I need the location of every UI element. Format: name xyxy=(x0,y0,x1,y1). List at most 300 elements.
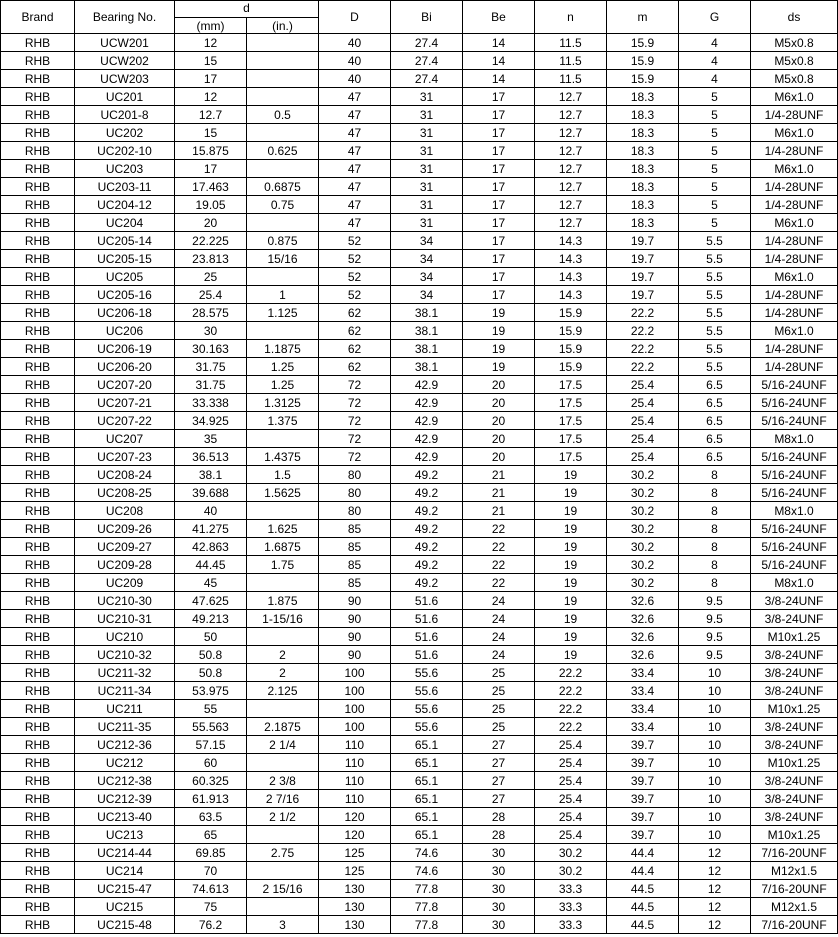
cell-Bi: 55.6 xyxy=(391,664,463,682)
cell-G: 9.5 xyxy=(679,646,751,664)
cell-n: 12.7 xyxy=(535,214,607,232)
cell-m: 39.7 xyxy=(607,808,679,826)
cell-ds: 1/4-28UNF xyxy=(751,304,838,322)
cell-Be: 27 xyxy=(463,790,535,808)
cell-d-in: 1.3125 xyxy=(247,394,319,412)
table-row xyxy=(1,718,838,736)
header-D: D xyxy=(319,1,391,34)
cell-d-in xyxy=(247,502,319,520)
cell-D: 72 xyxy=(319,412,391,430)
cell-d-in: 2 1/2 xyxy=(247,808,319,826)
cell-Bi: 34 xyxy=(391,250,463,268)
cell-Be: 20 xyxy=(463,394,535,412)
cell-ds: 1/4-28UNF xyxy=(751,178,838,196)
cell-n: 12.7 xyxy=(535,178,607,196)
cell-d-in xyxy=(247,430,319,448)
cell-D: 110 xyxy=(319,790,391,808)
cell-Bi: 65.1 xyxy=(391,736,463,754)
cell-D: 72 xyxy=(319,376,391,394)
cell-D: 47 xyxy=(319,196,391,214)
cell-m: 19.7 xyxy=(607,268,679,286)
cell-d-in: 1.125 xyxy=(247,304,319,322)
cell-D: 62 xyxy=(319,340,391,358)
cell-brand: RHB xyxy=(1,70,75,88)
cell-Bi: 42.9 xyxy=(391,412,463,430)
cell-m: 30.2 xyxy=(607,502,679,520)
cell-n: 14.3 xyxy=(535,286,607,304)
table-row xyxy=(1,862,838,880)
cell-D: 100 xyxy=(319,682,391,700)
cell-Be: 20 xyxy=(463,412,535,430)
cell-d-mm: 15.875 xyxy=(175,142,247,160)
cell-d-in xyxy=(247,124,319,142)
cell-D: 90 xyxy=(319,610,391,628)
cell-brand: RHB xyxy=(1,700,75,718)
cell-bearing-no: UC207-22 xyxy=(75,412,175,430)
cell-D: 130 xyxy=(319,916,391,934)
cell-d-in: 1.1875 xyxy=(247,340,319,358)
cell-d-mm: 17 xyxy=(175,70,247,88)
cell-G: 5 xyxy=(679,106,751,124)
cell-ds: 3/8-24UNF xyxy=(751,610,838,628)
table-header xyxy=(1,1,838,34)
table-row xyxy=(1,700,838,718)
cell-G: 8 xyxy=(679,574,751,592)
cell-d-in: 2.75 xyxy=(247,844,319,862)
cell-G: 10 xyxy=(679,682,751,700)
cell-ds: M6x1.0 xyxy=(751,160,838,178)
cell-n: 30.2 xyxy=(535,844,607,862)
cell-Be: 30 xyxy=(463,898,535,916)
cell-Bi: 31 xyxy=(391,142,463,160)
table-row xyxy=(1,610,838,628)
cell-brand: RHB xyxy=(1,502,75,520)
cell-d-in: 0.875 xyxy=(247,232,319,250)
cell-bearing-no: UC208-24 xyxy=(75,466,175,484)
cell-d-in: 2 xyxy=(247,664,319,682)
cell-d-mm: 12 xyxy=(175,34,247,52)
cell-Be: 27 xyxy=(463,772,535,790)
cell-ds: M8x1.0 xyxy=(751,574,838,592)
cell-ds: M10x1.25 xyxy=(751,628,838,646)
cell-Bi: 42.9 xyxy=(391,376,463,394)
cell-G: 9.5 xyxy=(679,628,751,646)
cell-Be: 21 xyxy=(463,466,535,484)
cell-n: 11.5 xyxy=(535,52,607,70)
cell-Bi: 38.1 xyxy=(391,358,463,376)
cell-d-mm: 47.625 xyxy=(175,592,247,610)
cell-Be: 19 xyxy=(463,358,535,376)
cell-bearing-no: UC207-21 xyxy=(75,394,175,412)
cell-Be: 19 xyxy=(463,304,535,322)
cell-G: 10 xyxy=(679,826,751,844)
cell-Be: 30 xyxy=(463,916,535,934)
cell-m: 44.5 xyxy=(607,880,679,898)
cell-Be: 17 xyxy=(463,88,535,106)
cell-G: 5 xyxy=(679,214,751,232)
cell-ds: 5/16-24UNF xyxy=(751,556,838,574)
cell-d-mm: 70 xyxy=(175,862,247,880)
cell-m: 18.3 xyxy=(607,214,679,232)
cell-ds: M5x0.8 xyxy=(751,70,838,88)
table-row xyxy=(1,466,838,484)
header-d-mm: (mm) xyxy=(175,18,247,34)
cell-ds: M10x1.25 xyxy=(751,754,838,772)
cell-Bi: 27.4 xyxy=(391,34,463,52)
cell-d-mm: 31.75 xyxy=(175,358,247,376)
cell-m: 33.4 xyxy=(607,718,679,736)
cell-d-mm: 35 xyxy=(175,430,247,448)
cell-m: 19.7 xyxy=(607,232,679,250)
cell-n: 12.7 xyxy=(535,196,607,214)
table-row xyxy=(1,664,838,682)
cell-ds: 5/16-24UNF xyxy=(751,376,838,394)
cell-bearing-no: UC211-35 xyxy=(75,718,175,736)
cell-d-in: 2 7/16 xyxy=(247,790,319,808)
cell-d-mm: 17.463 xyxy=(175,178,247,196)
cell-D: 47 xyxy=(319,88,391,106)
cell-ds: 3/8-24UNF xyxy=(751,646,838,664)
cell-Be: 20 xyxy=(463,430,535,448)
cell-n: 25.4 xyxy=(535,826,607,844)
cell-G: 4 xyxy=(679,34,751,52)
cell-D: 85 xyxy=(319,574,391,592)
cell-ds: 5/16-24UNF xyxy=(751,538,838,556)
cell-bearing-no: UC206 xyxy=(75,322,175,340)
cell-Bi: 34 xyxy=(391,268,463,286)
cell-G: 4 xyxy=(679,70,751,88)
cell-n: 19 xyxy=(535,610,607,628)
cell-Be: 20 xyxy=(463,376,535,394)
cell-D: 90 xyxy=(319,592,391,610)
cell-n: 22.2 xyxy=(535,664,607,682)
cell-bearing-no: UC211 xyxy=(75,700,175,718)
cell-G: 9.5 xyxy=(679,592,751,610)
cell-ds: 3/8-24UNF xyxy=(751,592,838,610)
cell-m: 22.2 xyxy=(607,304,679,322)
cell-brand: RHB xyxy=(1,160,75,178)
cell-G: 10 xyxy=(679,808,751,826)
cell-Be: 25 xyxy=(463,682,535,700)
cell-m: 30.2 xyxy=(607,520,679,538)
cell-ds: 3/8-24UNF xyxy=(751,772,838,790)
table-row xyxy=(1,808,838,826)
cell-d-mm: 69.85 xyxy=(175,844,247,862)
header-Bi: Bi xyxy=(391,1,463,34)
cell-brand: RHB xyxy=(1,232,75,250)
cell-D: 125 xyxy=(319,862,391,880)
cell-Be: 20 xyxy=(463,448,535,466)
cell-D: 40 xyxy=(319,34,391,52)
cell-Be: 17 xyxy=(463,286,535,304)
cell-brand: RHB xyxy=(1,556,75,574)
header-Be: Be xyxy=(463,1,535,34)
cell-d-in: 2 xyxy=(247,646,319,664)
cell-brand: RHB xyxy=(1,178,75,196)
table-row xyxy=(1,772,838,790)
cell-n: 15.9 xyxy=(535,304,607,322)
cell-ds: 7/16-20UNF xyxy=(751,916,838,934)
cell-ds: M12x1.5 xyxy=(751,898,838,916)
cell-ds: M5x0.8 xyxy=(751,52,838,70)
cell-D: 100 xyxy=(319,718,391,736)
cell-n: 19 xyxy=(535,592,607,610)
table-row xyxy=(1,736,838,754)
cell-m: 25.4 xyxy=(607,448,679,466)
cell-brand: RHB xyxy=(1,466,75,484)
cell-d-mm: 65 xyxy=(175,826,247,844)
cell-brand: RHB xyxy=(1,196,75,214)
cell-d-mm: 61.913 xyxy=(175,790,247,808)
cell-n: 17.5 xyxy=(535,448,607,466)
cell-m: 44.5 xyxy=(607,916,679,934)
cell-brand: RHB xyxy=(1,358,75,376)
cell-d-in: 3 xyxy=(247,916,319,934)
cell-Bi: 34 xyxy=(391,232,463,250)
cell-brand: RHB xyxy=(1,844,75,862)
cell-G: 10 xyxy=(679,700,751,718)
cell-Bi: 49.2 xyxy=(391,556,463,574)
cell-m: 30.2 xyxy=(607,556,679,574)
table-row xyxy=(1,790,838,808)
cell-Bi: 38.1 xyxy=(391,340,463,358)
cell-brand: RHB xyxy=(1,880,75,898)
cell-Be: 17 xyxy=(463,178,535,196)
cell-m: 33.4 xyxy=(607,682,679,700)
cell-bearing-no: UC206-20 xyxy=(75,358,175,376)
cell-brand: RHB xyxy=(1,574,75,592)
cell-brand: RHB xyxy=(1,754,75,772)
cell-n: 19 xyxy=(535,628,607,646)
cell-d-mm: 25.4 xyxy=(175,286,247,304)
cell-G: 8 xyxy=(679,538,751,556)
cell-d-in: 1.4375 xyxy=(247,448,319,466)
cell-Be: 27 xyxy=(463,754,535,772)
cell-ds: M8x1.0 xyxy=(751,502,838,520)
table-row xyxy=(1,754,838,772)
cell-Be: 19 xyxy=(463,322,535,340)
cell-ds: 1/4-28UNF xyxy=(751,286,838,304)
cell-m: 18.3 xyxy=(607,196,679,214)
cell-bearing-no: UC203-11 xyxy=(75,178,175,196)
cell-n: 19 xyxy=(535,538,607,556)
cell-Bi: 77.8 xyxy=(391,898,463,916)
cell-d-mm: 25 xyxy=(175,268,247,286)
cell-Bi: 31 xyxy=(391,88,463,106)
header-G: G xyxy=(679,1,751,34)
cell-Bi: 55.6 xyxy=(391,700,463,718)
cell-bearing-no: UCW202 xyxy=(75,52,175,70)
cell-n: 15.9 xyxy=(535,322,607,340)
cell-d-in: 0.75 xyxy=(247,196,319,214)
cell-D: 125 xyxy=(319,844,391,862)
cell-Bi: 49.2 xyxy=(391,484,463,502)
cell-Be: 17 xyxy=(463,214,535,232)
cell-bearing-no: UC211-34 xyxy=(75,682,175,700)
cell-d-mm: 31.75 xyxy=(175,376,247,394)
cell-bearing-no: UC209-27 xyxy=(75,538,175,556)
cell-d-mm: 12 xyxy=(175,88,247,106)
cell-G: 10 xyxy=(679,772,751,790)
cell-bearing-no: UC211-32 xyxy=(75,664,175,682)
cell-brand: RHB xyxy=(1,628,75,646)
cell-bearing-no: UC210-30 xyxy=(75,592,175,610)
cell-brand: RHB xyxy=(1,376,75,394)
cell-ds: M12x1.5 xyxy=(751,862,838,880)
cell-d-mm: 57.15 xyxy=(175,736,247,754)
cell-Bi: 49.2 xyxy=(391,466,463,484)
cell-d-in xyxy=(247,574,319,592)
cell-G: 5 xyxy=(679,178,751,196)
cell-D: 110 xyxy=(319,736,391,754)
cell-D: 47 xyxy=(319,160,391,178)
cell-Bi: 65.1 xyxy=(391,754,463,772)
cell-d-in xyxy=(247,826,319,844)
cell-ds: 3/8-24UNF xyxy=(751,808,838,826)
cell-G: 12 xyxy=(679,898,751,916)
cell-n: 25.4 xyxy=(535,754,607,772)
table-row xyxy=(1,286,838,304)
cell-ds: 3/8-24UNF xyxy=(751,790,838,808)
cell-D: 85 xyxy=(319,520,391,538)
cell-Be: 30 xyxy=(463,844,535,862)
table-row xyxy=(1,142,838,160)
table-row xyxy=(1,70,838,88)
cell-n: 22.2 xyxy=(535,700,607,718)
cell-n: 19 xyxy=(535,502,607,520)
cell-n: 19 xyxy=(535,520,607,538)
cell-Bi: 51.6 xyxy=(391,628,463,646)
cell-ds: M6x1.0 xyxy=(751,214,838,232)
cell-Be: 22 xyxy=(463,574,535,592)
cell-d-in: 1.5 xyxy=(247,466,319,484)
cell-G: 5.5 xyxy=(679,322,751,340)
cell-brand: RHB xyxy=(1,52,75,70)
table-row xyxy=(1,520,838,538)
cell-D: 62 xyxy=(319,322,391,340)
cell-brand: RHB xyxy=(1,88,75,106)
cell-d-mm: 34.925 xyxy=(175,412,247,430)
cell-d-mm: 41.275 xyxy=(175,520,247,538)
cell-m: 19.7 xyxy=(607,250,679,268)
cell-d-mm: 63.5 xyxy=(175,808,247,826)
cell-m: 18.3 xyxy=(607,88,679,106)
cell-Bi: 42.9 xyxy=(391,394,463,412)
cell-Bi: 31 xyxy=(391,160,463,178)
cell-bearing-no: UC205 xyxy=(75,268,175,286)
cell-m: 25.4 xyxy=(607,412,679,430)
cell-m: 44.5 xyxy=(607,898,679,916)
cell-bearing-no: UC215 xyxy=(75,898,175,916)
cell-d-in xyxy=(247,754,319,772)
cell-d-in: 1.875 xyxy=(247,592,319,610)
cell-brand: RHB xyxy=(1,538,75,556)
cell-m: 25.4 xyxy=(607,394,679,412)
cell-bearing-no: UC210-32 xyxy=(75,646,175,664)
cell-d-mm: 12.7 xyxy=(175,106,247,124)
cell-m: 25.4 xyxy=(607,376,679,394)
cell-brand: RHB xyxy=(1,736,75,754)
cell-n: 25.4 xyxy=(535,736,607,754)
cell-G: 9.5 xyxy=(679,610,751,628)
cell-brand: RHB xyxy=(1,520,75,538)
cell-d-mm: 50 xyxy=(175,628,247,646)
cell-brand: RHB xyxy=(1,394,75,412)
cell-d-mm: 40 xyxy=(175,502,247,520)
cell-bearing-no: UC208 xyxy=(75,502,175,520)
cell-d-mm: 30 xyxy=(175,322,247,340)
table-row xyxy=(1,394,838,412)
cell-ds: 5/16-24UNF xyxy=(751,520,838,538)
cell-Be: 19 xyxy=(463,340,535,358)
cell-Be: 25 xyxy=(463,718,535,736)
cell-d-mm: 15 xyxy=(175,52,247,70)
cell-Bi: 31 xyxy=(391,124,463,142)
cell-m: 18.3 xyxy=(607,142,679,160)
cell-Be: 17 xyxy=(463,106,535,124)
cell-D: 47 xyxy=(319,124,391,142)
table-row xyxy=(1,430,838,448)
table-row xyxy=(1,52,838,70)
cell-d-mm: 55 xyxy=(175,700,247,718)
cell-d-mm: 23.813 xyxy=(175,250,247,268)
cell-m: 30.2 xyxy=(607,538,679,556)
cell-ds: 1/4-28UNF xyxy=(751,358,838,376)
cell-bearing-no: UC207-20 xyxy=(75,376,175,394)
cell-d-mm: 28.575 xyxy=(175,304,247,322)
cell-G: 5 xyxy=(679,142,751,160)
cell-bearing-no: UC209 xyxy=(75,574,175,592)
cell-m: 25.4 xyxy=(607,430,679,448)
cell-brand: RHB xyxy=(1,772,75,790)
cell-Bi: 42.9 xyxy=(391,448,463,466)
cell-d-mm: 76.2 xyxy=(175,916,247,934)
cell-Be: 17 xyxy=(463,268,535,286)
cell-n: 12.7 xyxy=(535,124,607,142)
cell-m: 44.4 xyxy=(607,844,679,862)
cell-G: 5.5 xyxy=(679,358,751,376)
cell-n: 12.7 xyxy=(535,106,607,124)
cell-d-in: 2.1875 xyxy=(247,718,319,736)
cell-G: 6.5 xyxy=(679,376,751,394)
cell-G: 6.5 xyxy=(679,448,751,466)
cell-ds: 3/8-24UNF xyxy=(751,736,838,754)
cell-D: 72 xyxy=(319,394,391,412)
cell-G: 12 xyxy=(679,916,751,934)
cell-d-mm: 50.8 xyxy=(175,664,247,682)
cell-G: 6.5 xyxy=(679,430,751,448)
cell-brand: RHB xyxy=(1,142,75,160)
cell-d-mm: 60 xyxy=(175,754,247,772)
cell-d-mm: 19.05 xyxy=(175,196,247,214)
cell-D: 72 xyxy=(319,430,391,448)
table-row xyxy=(1,376,838,394)
cell-D: 120 xyxy=(319,826,391,844)
cell-bearing-no: UC208-25 xyxy=(75,484,175,502)
cell-m: 39.7 xyxy=(607,790,679,808)
cell-Be: 30 xyxy=(463,862,535,880)
table-row xyxy=(1,538,838,556)
cell-D: 52 xyxy=(319,232,391,250)
cell-d-mm: 53.975 xyxy=(175,682,247,700)
cell-d-in: 2.125 xyxy=(247,682,319,700)
cell-m: 33.4 xyxy=(607,700,679,718)
cell-Bi: 77.8 xyxy=(391,880,463,898)
cell-ds: 3/8-24UNF xyxy=(751,682,838,700)
cell-Bi: 55.6 xyxy=(391,682,463,700)
cell-Be: 24 xyxy=(463,592,535,610)
cell-m: 18.3 xyxy=(607,106,679,124)
